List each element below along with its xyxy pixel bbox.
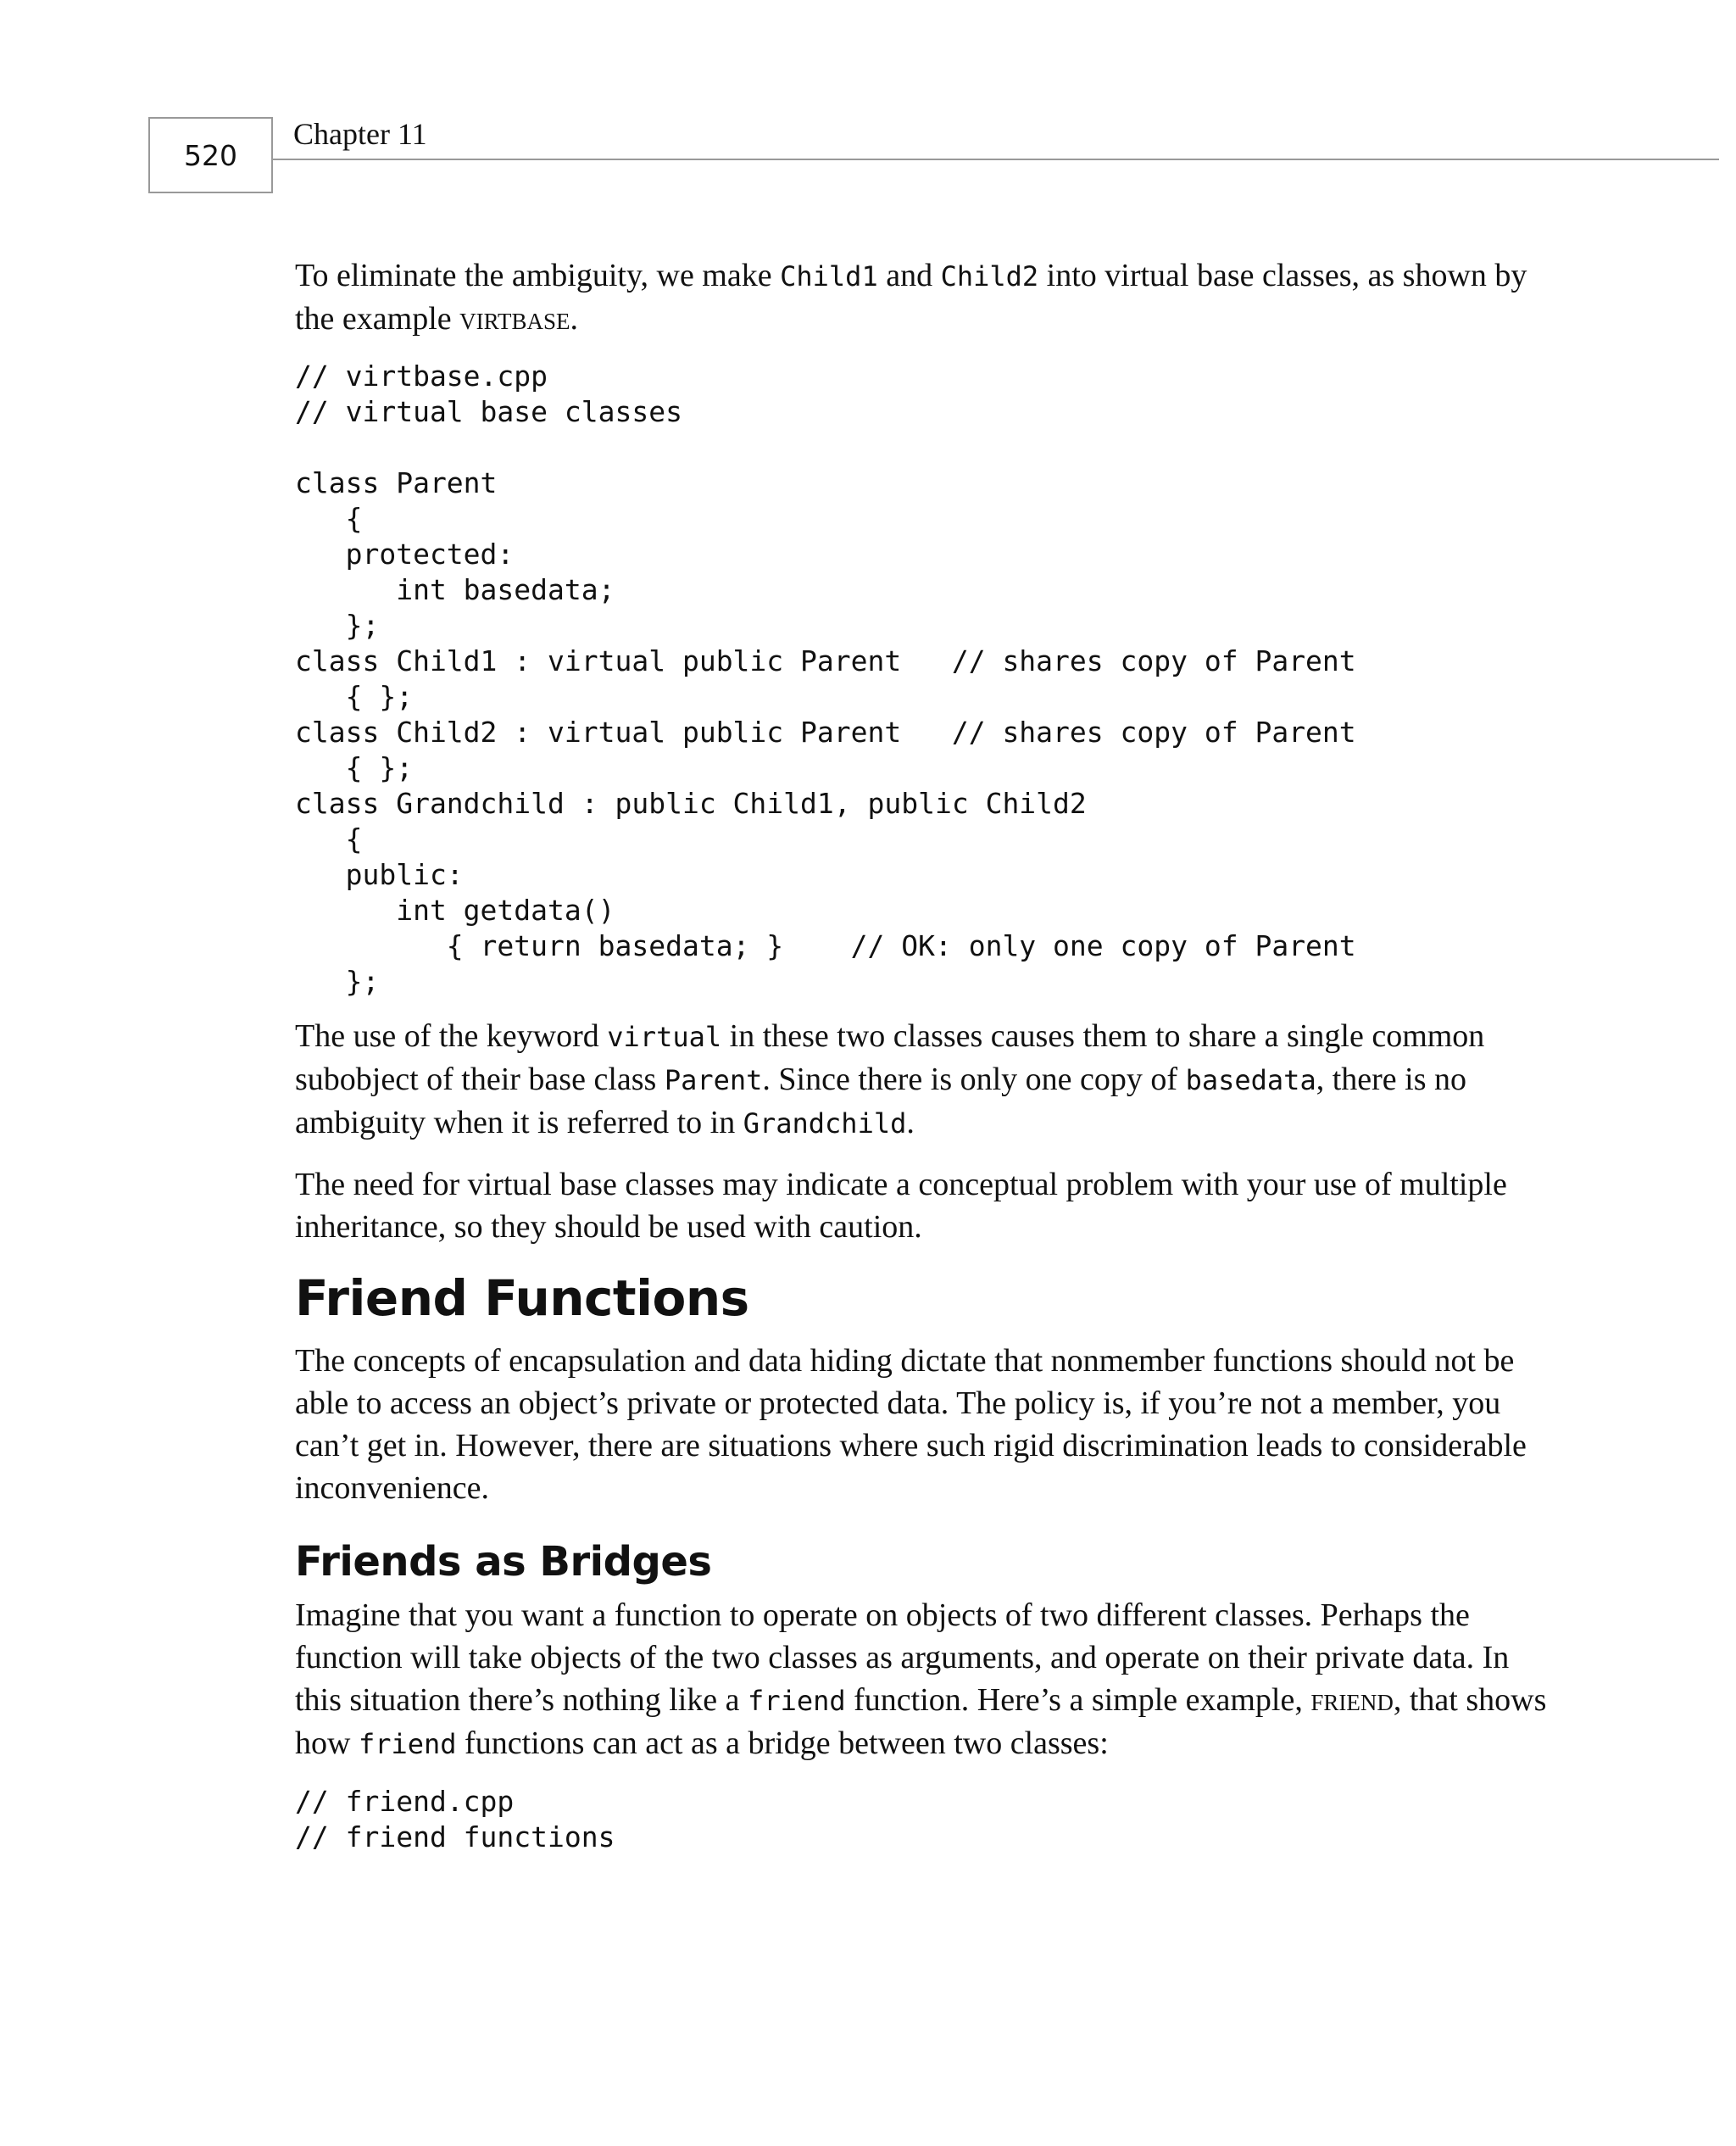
text-run: To eliminate the ambiguity, we make <box>295 258 781 293</box>
subsection-heading: Friends as Bridges <box>295 1538 712 1586</box>
code-listing-friend: // friend.cpp // friend functions <box>295 1785 615 1853</box>
text-run: , that shows how <box>295 1682 1547 1761</box>
text-run: , there is no ambiguity when it is referred to in <box>295 1062 1466 1140</box>
paragraph-bridges <box>295 1594 1550 1765</box>
program-name: friend <box>1310 1682 1394 1718</box>
section-heading: Friend Functions <box>295 1269 749 1327</box>
inline-code: Grandchild <box>743 1107 907 1140</box>
chapter-label: Chapter 11 <box>293 117 427 151</box>
text-run: . <box>906 1105 915 1140</box>
text-run: into virtual base classes, as shown by the example <box>295 258 1527 337</box>
inline-code: friend <box>748 1685 846 1717</box>
paragraph-encapsulation: The concepts of encapsulation and data hiding dictate that nonmember functions should not be able to access an object’s private or protected data. The policy is, if you’re not a member, you can’t get in. However, there are situations where such rigid discrimination leads to considerable inconvenience. <box>295 1343 1527 1506</box>
text-run: in these two classes causes them to share a single common subobject of their base class <box>295 1018 1485 1097</box>
program-name: virtbase <box>459 301 570 337</box>
text-run: function. Here’s a simple example, <box>845 1682 1311 1718</box>
text-run: Imagine that you want a function to operate on objects of two different classes. Perhaps the function will take objects of the two classes as arguments, and operate on their private data. In this situation there’s nothing like a <box>295 1597 1510 1718</box>
paragraph-caution: The need for virtual base classes may indicate a conceptual problem with your use of multiple inheritance, so they should be used with caution. <box>295 1167 1507 1245</box>
inline-code: Child2 <box>940 260 1039 293</box>
code-listing-virtbase: // virtbase.cpp // virtual base classes class Parent { protected: int basedata; }; class Child1 : virtual public Parent // shares copy of Parent { }; class Child2 : virtual public Parent // shares copy of Parent { }; class Grandchild : public Child1, public Child2 { public: int getdata() { return basedata; } // OK: only one copy of Parent }; <box>295 360 1356 998</box>
text-run: functions can act as a bridge between two classes: <box>456 1725 1109 1761</box>
page-number: 520 <box>148 117 273 193</box>
text-run: . Since there is only one copy of <box>762 1062 1186 1097</box>
page-content <box>295 254 1550 1870</box>
inline-code: virtual <box>607 1021 722 1053</box>
text-run: . <box>570 301 579 337</box>
text-run: The use of the keyword <box>295 1018 608 1054</box>
paragraph-virtual-keyword <box>295 1015 1550 1145</box>
inline-code: friend <box>358 1728 457 1760</box>
inline-code: Child1 <box>780 260 878 293</box>
text-run: and <box>877 258 941 293</box>
inline-code: Parent <box>664 1064 763 1096</box>
header-rule <box>273 159 1719 160</box>
paragraph-intro <box>295 254 1550 340</box>
inline-code: basedata <box>1185 1064 1316 1096</box>
